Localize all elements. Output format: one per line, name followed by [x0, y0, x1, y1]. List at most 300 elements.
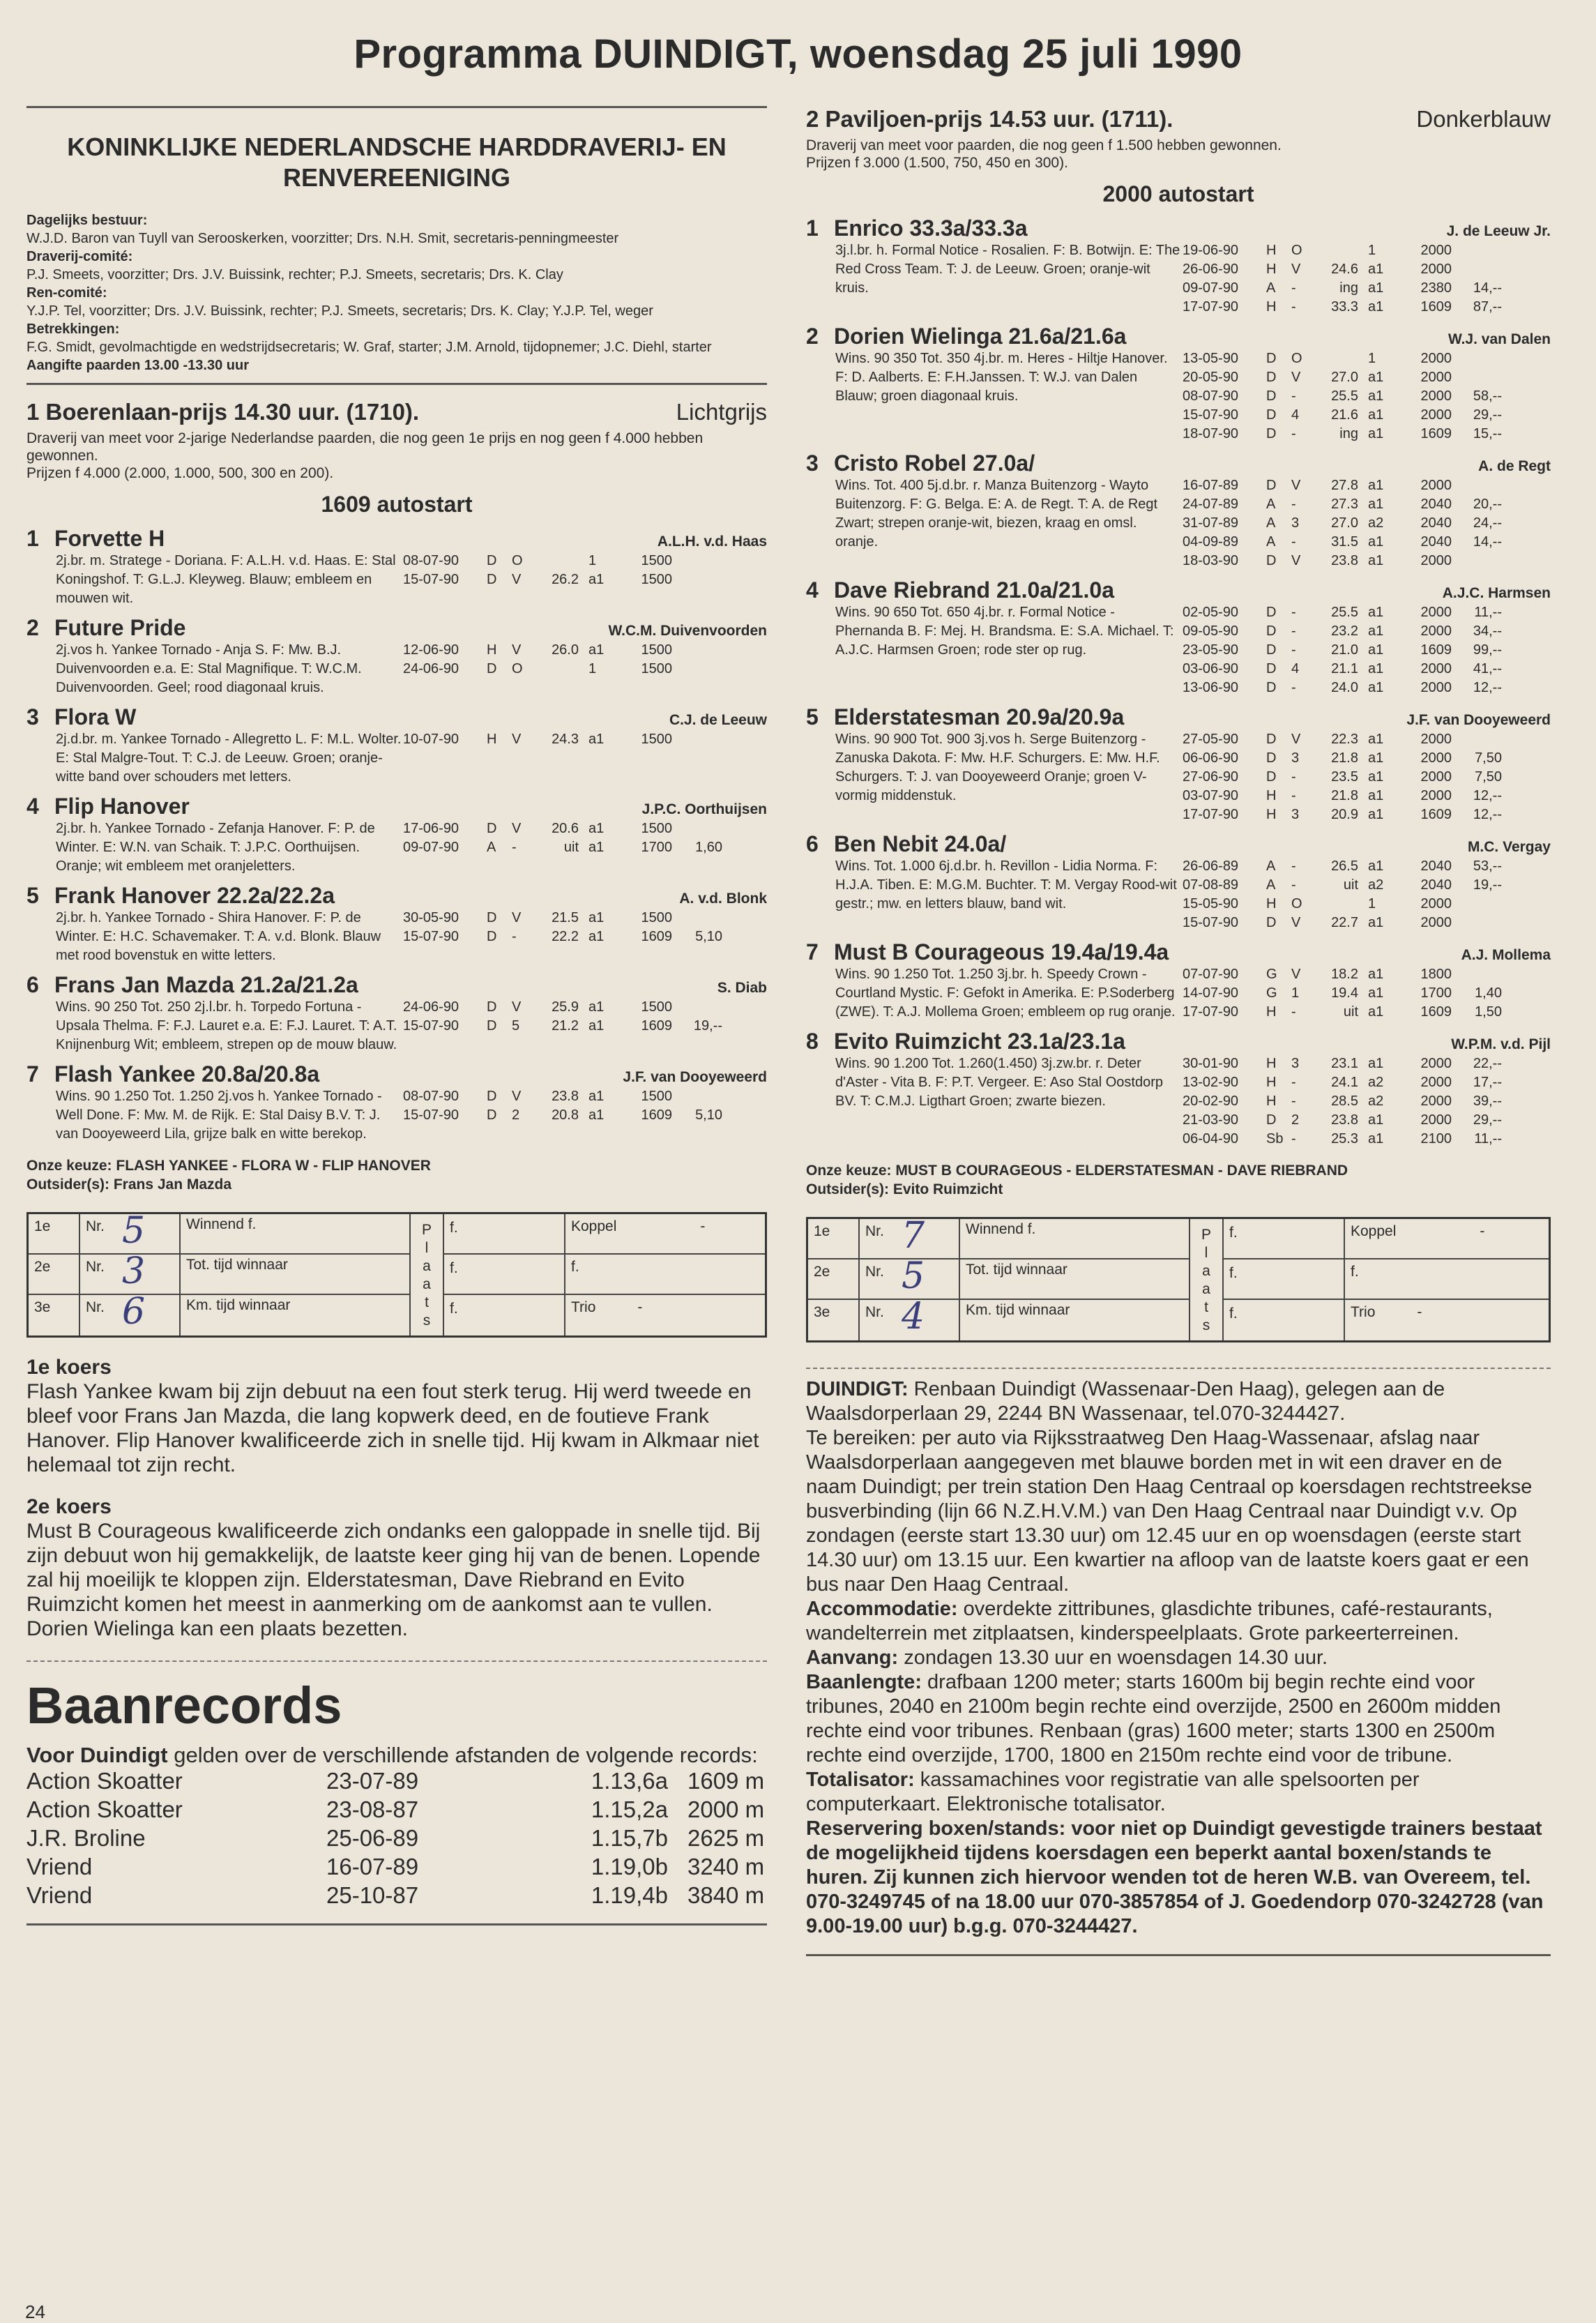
result-date: 24-06-90 [403, 661, 459, 676]
result-start: - [1291, 605, 1296, 620]
result-row [1183, 495, 1551, 514]
result-distance: 1500 [641, 821, 672, 836]
result-class: a1 [1368, 807, 1384, 822]
horse-header [806, 831, 1551, 857]
result-class: a1 [588, 1018, 605, 1034]
result-class: a1 [1368, 280, 1384, 296]
horse-name-text: Elderstatesman 20.9a/20.9a [834, 704, 1125, 729]
info-reservation: Reservering boxen/stands: voor niet op Duindigt gevestigde trainers bestaat de mogelijkheid tijdens koersdagen een beperkt aantal boxen/stands te huren. Zij kunnen zich hiervoor wenden tot de heren W.B. van Overeem, tel. 070-3249745 of na 18.00 uur 070-3857854 of J. Goedendorp 070-3242728 (van 9.00-19.00 uur) b.g.g. 070-3244427. [806, 1817, 1544, 1937]
record-row [26, 1795, 767, 1824]
result-row [403, 570, 767, 589]
result-class: a1 [588, 840, 605, 855]
horse-name [806, 577, 1114, 603]
result-date: 21-03-90 [1183, 1112, 1239, 1128]
result-start: V [512, 910, 522, 925]
horse-driver: J.F. van Dooyeweerd [1406, 712, 1551, 728]
horse-entry [806, 1029, 1551, 1149]
result-class: a1 [1368, 680, 1384, 695]
horse-entry [806, 939, 1551, 1022]
horse-entry [806, 451, 1551, 570]
record-horse: Vriend [26, 1854, 93, 1879]
result-track: A [1266, 858, 1276, 874]
result-date: 09-05-90 [1183, 623, 1239, 639]
result-payout: 11,-- [1474, 1131, 1502, 1147]
result-start: 3 [1291, 807, 1300, 822]
result-payout [672, 660, 722, 679]
result-distance: 2040 [1420, 858, 1452, 874]
result-track: D [487, 1107, 497, 1123]
result-class: a1 [1368, 661, 1384, 676]
result-date: 15-07-90 [403, 1018, 459, 1034]
result-start: - [1291, 680, 1296, 695]
result-class: a1 [1368, 1056, 1384, 1071]
result-row [1183, 533, 1551, 552]
horse-results [1183, 857, 1551, 932]
result-class: a1 [1368, 534, 1384, 550]
plaats-letter: l [425, 1240, 429, 1256]
horse-driver: S. Diab [717, 980, 767, 996]
result-payout: 7,50 [1475, 769, 1502, 785]
horse-description: Wins. 90 350 Tot. 350 4j.br. m. Heres - Hiltje Hanover. F: D. Aalberts. E: F.H.Janssen. T: W.J. van Dalen Blauw; groen diagonaal kruis. [835, 351, 1168, 404]
result-time: 27.0 [1331, 515, 1358, 531]
result-start: - [1291, 623, 1296, 639]
record-horse: J.R. Broline [26, 1825, 146, 1851]
result-track: H [1266, 1094, 1277, 1109]
result-date: 08-07-90 [403, 553, 459, 568]
divider [26, 383, 767, 385]
horse-results [1183, 965, 1551, 1022]
horse-header [806, 324, 1551, 349]
race1-prizes: Prijzen f 4.000 (2.000, 1.000, 500, 300 en 200). [26, 465, 334, 481]
ticket-trio [565, 1295, 765, 1335]
result-payout [1452, 349, 1502, 368]
result-distance: 2000 [1420, 896, 1452, 911]
result-date: 27-06-90 [1183, 769, 1239, 785]
result-payout [672, 641, 722, 660]
horse-body [806, 1054, 1551, 1149]
result-row [1183, 1111, 1551, 1130]
ticket-place-label: 2e [29, 1255, 80, 1295]
horse-number: 3 [806, 451, 819, 476]
horse-number: 5 [26, 883, 39, 908]
result-payout: 15,-- [1473, 426, 1502, 441]
horse-header [26, 794, 767, 819]
result-distance: 2040 [1420, 877, 1452, 893]
horse-header [806, 451, 1551, 476]
record-date: 16-07-89 [326, 1854, 419, 1879]
result-class: 1 [1368, 243, 1376, 258]
ticket-place-label: 2e [808, 1259, 860, 1300]
result-start: O [1291, 351, 1302, 366]
record-distance: 1609 m [687, 1768, 765, 1794]
record-row [26, 1852, 767, 1881]
result-time: 26.2 [552, 572, 579, 587]
horse-number: 7 [806, 939, 819, 964]
result-time: uit [1343, 877, 1358, 893]
horse-body [26, 552, 767, 608]
result-distance: 2040 [1420, 534, 1452, 550]
result-start: 5 [512, 1018, 520, 1034]
horse-number: 4 [26, 794, 39, 819]
result-payout [1452, 895, 1502, 914]
result-payout: 5,10 [695, 1107, 722, 1123]
result-row [403, 730, 767, 749]
race2-keuze-text: Onze keuze: MUST B COURAGEOUS - ELDERSTATESMAN - DAVE RIEBRAND [806, 1163, 1348, 1179]
result-payout: 87,-- [1473, 299, 1502, 315]
horse-description: Wins. 90 1.250 Tot. 1.250 3j.br. h. Speedy Crown - Courtland Mystic. F: Gefokt in Amerika. E: P.Soderberg (ZWE). T: A.J. Mollema Groen; embleem op rug oranje. [835, 967, 1176, 1020]
result-row [403, 928, 767, 946]
horse-entry [806, 215, 1551, 317]
horse-body [26, 819, 767, 876]
result-payout: 11,-- [1474, 605, 1502, 620]
result-class: a2 [1368, 1075, 1384, 1090]
result-payout: 14,-- [1473, 534, 1502, 550]
result-row [1183, 679, 1551, 697]
horse-body [26, 1087, 767, 1144]
ticket-amount: f. [1224, 1219, 1345, 1259]
result-time: 21.2 [552, 1018, 579, 1034]
result-distance: 1609 [1420, 807, 1452, 822]
result-track: D [1266, 661, 1277, 676]
aangifte: Aangifte paarden 13.00 -13.30 uur [26, 358, 250, 373]
result-date: 15-07-90 [1183, 407, 1239, 423]
info-address-label: DUINDIGT: [806, 1378, 909, 1400]
result-date: 17-07-90 [1183, 807, 1239, 822]
result-date: 15-07-90 [403, 1107, 459, 1123]
result-track: D [487, 661, 497, 676]
result-class: 1 [588, 661, 597, 676]
result-start: 1 [1291, 985, 1300, 1001]
horse-header [26, 883, 767, 909]
result-date: 07-08-89 [1183, 877, 1239, 893]
result-start: - [1291, 788, 1296, 803]
result-track: A [1266, 497, 1276, 512]
handwritten-pick: 5 [122, 1210, 146, 1252]
result-row [1183, 406, 1551, 425]
result-row [1183, 660, 1551, 679]
horse-header [26, 526, 767, 552]
ticket-nr-cell [860, 1255, 960, 1300]
horse-description: Wins. Tot. 1.000 6j.d.br. h. Revillon - Lidia Norma. F: H.J.A. Tiben. E: M.G.M. Buchter. T: M. Vergay Rood-wit gestr.; mw. en letters blauw, band wit. [835, 858, 1177, 911]
result-time: 20.6 [552, 821, 579, 836]
result-track: D [1266, 750, 1277, 766]
result-track: D [1266, 680, 1277, 695]
horse-results [1183, 730, 1551, 824]
result-track: D [487, 1089, 497, 1104]
result-payout [672, 1087, 722, 1106]
result-class: 1 [1368, 351, 1376, 366]
result-payout [672, 570, 722, 589]
result-time: 25.9 [552, 999, 579, 1015]
result-start: V [1291, 915, 1301, 930]
race2-header [806, 106, 1551, 133]
result-distance: 1500 [641, 642, 672, 658]
divider [26, 1923, 767, 1925]
horse-driver: A. v.d. Blonk [679, 891, 767, 907]
report-heading: 2e koers [26, 1495, 112, 1518]
result-time: 21.1 [1331, 661, 1358, 676]
divider [26, 1660, 767, 1662]
plaats-letter: P [421, 1222, 432, 1238]
ticket-trio [1345, 1300, 1549, 1340]
result-time: 23.1 [1331, 1056, 1358, 1071]
result-class: a1 [1368, 370, 1384, 385]
ticket-nr-label: Nr. [865, 1264, 884, 1280]
horse-driver: W.C.M. Duivenvoorden [608, 623, 767, 639]
result-class: a1 [588, 929, 605, 944]
result-start: O [1291, 896, 1302, 911]
result-date: 30-05-90 [403, 910, 459, 925]
ticket-info-cell: Tot. tijd winnaar [960, 1259, 1190, 1300]
result-time: uit [1343, 1004, 1358, 1020]
result-time: 21.0 [1331, 642, 1358, 658]
ticket-nr-cell [80, 1291, 181, 1335]
org-section [26, 320, 767, 356]
record-distance: 3840 m [687, 1882, 765, 1908]
result-class: a1 [1368, 967, 1384, 982]
horse-driver: J. de Leeuw Jr. [1446, 223, 1551, 239]
horse-number: 8 [806, 1029, 819, 1054]
result-row [403, 819, 767, 838]
result-class: a1 [1368, 1004, 1384, 1020]
horse-entry [26, 526, 767, 608]
result-distance: 2000 [1420, 769, 1452, 785]
result-payout [1452, 730, 1502, 749]
result-class: a2 [1368, 877, 1384, 893]
result-track: D [1266, 407, 1277, 423]
horse-driver: J.F. van Dooyeweerd [623, 1069, 767, 1085]
ticket-info-cell: Tot. tijd winnaar [181, 1255, 411, 1295]
result-date: 30-01-90 [1183, 1056, 1239, 1071]
result-start: O [512, 661, 523, 676]
result-track: H [1266, 299, 1277, 315]
result-distance: 1500 [641, 732, 672, 747]
org-section-text: W.J.D. Baron van Tuyll van Serooskerken, voorzitter; Drs. N.H. Smit, secretaris-penningmeester [26, 231, 619, 246]
result-distance: 2000 [1420, 351, 1452, 366]
ticket-place-label: 3e [29, 1295, 80, 1335]
plaats-letter: t [425, 1294, 429, 1310]
result-payout: 19,-- [1473, 877, 1502, 893]
result-track: Sb [1266, 1131, 1284, 1147]
result-time: 21.8 [1331, 750, 1358, 766]
result-start: - [1291, 877, 1296, 893]
horse-body [26, 909, 767, 965]
result-payout [1452, 476, 1502, 495]
result-start: - [1291, 534, 1296, 550]
result-distance: 2000 [1420, 478, 1452, 493]
result-payout [1452, 241, 1502, 260]
result-track: A [1266, 534, 1276, 550]
result-date: 26-06-90 [1183, 262, 1239, 277]
org-section [26, 211, 767, 248]
plaats-letter: a [1202, 1263, 1210, 1279]
result-class: a1 [1368, 262, 1384, 277]
info-accommodation-label: Accommodatie: [806, 1598, 958, 1620]
result-track: H [1266, 896, 1277, 911]
race2-prizes: Prijzen f 3.000 (1.500, 750, 450 en 300). [806, 155, 1068, 171]
records-title: Baanrecords [26, 1677, 342, 1734]
result-row [1183, 876, 1551, 895]
ticket-plaats [411, 1214, 444, 1335]
result-row [1183, 768, 1551, 787]
result-time: 25.3 [1331, 1131, 1358, 1147]
plaats-letter: s [423, 1312, 431, 1329]
result-class: a1 [588, 1107, 605, 1123]
horse-name-text: Dave Riebrand 21.0a/21.0a [834, 577, 1115, 603]
ticket-info-cell: Winnend f. [960, 1219, 1190, 1259]
ticket-nr-cell [80, 1210, 181, 1255]
result-payout: 39,-- [1473, 1094, 1502, 1109]
result-track: H [1266, 1056, 1277, 1071]
result-payout: 1,50 [1475, 1004, 1502, 1020]
result-class: a1 [1368, 642, 1384, 658]
result-start: V [512, 732, 522, 747]
result-date: 20-02-90 [1183, 1094, 1239, 1109]
result-date: 15-07-90 [1183, 915, 1239, 930]
result-time: 20.8 [552, 1107, 579, 1123]
horse-number: 3 [26, 704, 39, 729]
info-track-text: drafbaan 1200 meter; starts 1600m bij begin rechte eind voor tribunes, 2040 en 2100m begin rechte eind overzijde, 2500 en 2600m midden rechte eind voor tribunes. Renbaan (gras) 1600 meter; starts 1300 en 2500m rechte eind overzijde, 1700, 1800 en 2150m rechte eind voor de tribune. [806, 1671, 1501, 1766]
result-time: 24.1 [1331, 1075, 1358, 1090]
result-date: 07-07-90 [1183, 967, 1239, 982]
horse-results [403, 552, 767, 608]
ticket-amount: f. [1224, 1259, 1345, 1300]
result-time [1315, 349, 1358, 368]
result-time: 24.0 [1331, 680, 1358, 695]
ticket-koppel [1345, 1219, 1549, 1259]
result-distance: 1609 [1420, 426, 1452, 441]
result-row [1183, 368, 1551, 387]
horse-header [806, 215, 1551, 241]
result-row [403, 1106, 767, 1125]
horse-entry [806, 324, 1551, 444]
result-track: D [1266, 769, 1277, 785]
trio-dash: - [1417, 1304, 1422, 1320]
race1-horse-list [26, 526, 767, 1144]
horse-driver: A. de Regt [1478, 458, 1551, 474]
race2-outsider: Outsider(s): Evito Ruimzicht [806, 1181, 1003, 1197]
left-column [26, 106, 767, 1925]
result-row [1183, 1054, 1551, 1073]
result-class: 1 [588, 553, 597, 568]
report-heading: 1e koers [26, 1356, 112, 1379]
record-row [26, 1824, 767, 1852]
report-text: Must B Courageous kwalificeerde zich ondanks een galoppade in snelle tijd. Bij zijn debuut won hij gemakkelijk, de laatste keer ging hij van de benen. Lopende zal hij moeilijk te kloppen zijn. Elderstatesman, Dave Riebrand en Evito Ruimzicht komen het meest in aanmerking om de aankomst aan te vullen. Dorien Wielinga kan een plaats bezetten. [26, 1520, 761, 1640]
race2-title: 2 Paviljoen-prijs 14.53 uur. (1711). [806, 106, 1173, 132]
koppel-label: Koppel [571, 1218, 617, 1234]
result-start: 4 [1291, 407, 1300, 423]
horse-body [806, 603, 1551, 697]
ticket-koppel [565, 1214, 765, 1255]
result-track: H [1266, 1075, 1277, 1090]
result-date: 13-06-90 [1183, 680, 1239, 695]
result-time: 27.8 [1331, 478, 1358, 493]
result-row [403, 1017, 767, 1036]
result-distance: 2040 [1420, 497, 1452, 512]
result-start: V [1291, 967, 1301, 982]
result-start: - [1291, 1131, 1296, 1147]
horse-name-text: Cristo Robel 27.0a/ [834, 451, 1035, 476]
result-payout: 19,-- [693, 1018, 722, 1034]
result-date: 08-07-90 [1183, 388, 1239, 404]
org-title: KONINKLIJKE NEDERLANDSCHE HARDDRAVERIJ- EN RENVEREENIGING [67, 133, 727, 192]
ticket-koppel-amount: f. [565, 1255, 765, 1295]
result-payout: 12,-- [1473, 680, 1502, 695]
ticket-nr-cell [80, 1250, 181, 1295]
result-track: H [1266, 807, 1277, 822]
result-track: A [1266, 877, 1276, 893]
race1-outsider: Outsider(s): Frans Jan Mazda [26, 1176, 232, 1193]
result-start: - [1291, 280, 1296, 296]
horse-name [806, 215, 1028, 241]
org-section-heading: Dagelijks bestuur: [26, 213, 148, 228]
trio-dash: - [637, 1299, 643, 1315]
ticket-nr-label: Nr. [86, 1218, 105, 1234]
horse-results [403, 998, 767, 1054]
horse-name-text: Future Pride [54, 615, 186, 640]
result-class: a1 [1368, 1131, 1384, 1147]
horse-results [1183, 1054, 1551, 1149]
result-time: 18.2 [1331, 967, 1358, 982]
result-start: - [512, 840, 517, 855]
result-row [403, 552, 767, 570]
ticket-plaats [1190, 1219, 1224, 1340]
result-row [1183, 349, 1551, 368]
result-payout [672, 909, 722, 928]
ticket-nr-label: Nr. [865, 1223, 884, 1239]
horse-description: Wins. 90 650 Tot. 650 4j.br. r. Formal Notice - Phernanda B. F: Mej. H. Brandsma. E: S.A. Michael. T: A.J.C. Harmsen Groen; rode ster op rug. [835, 605, 1174, 658]
horse-header [806, 577, 1551, 603]
result-time: 31.5 [1331, 534, 1358, 550]
result-track: D [487, 1018, 497, 1034]
result-distance: 1609 [1420, 299, 1452, 315]
result-class: a1 [1368, 605, 1384, 620]
result-track: G [1266, 967, 1277, 982]
horse-description: 2j.vos h. Yankee Tornado - Anja S. F: Mw. B.J. Duivenvoorden e.a. E: Stal Magnifique. T: W.C.M. Duivenvoorden. Geel; rood diagonaal kruis. [56, 642, 362, 695]
horse-number: 6 [806, 831, 819, 856]
result-track: D [487, 553, 497, 568]
handwritten-pick: 7 [902, 1215, 925, 1257]
record-horse: Action Skoatter [26, 1768, 183, 1794]
horse-driver: C.J. de Leeuw [669, 712, 767, 728]
race1-keuze [26, 1156, 767, 1194]
record-horse: Action Skoatter [26, 1796, 183, 1822]
result-date: 14-07-90 [1183, 985, 1239, 1001]
result-payout [672, 998, 722, 1017]
result-row [1183, 514, 1551, 533]
result-row [403, 909, 767, 928]
horse-entry [806, 831, 1551, 932]
ticket-nr-label: Nr. [865, 1304, 884, 1320]
record-time: 1.19,4b [591, 1882, 668, 1908]
result-row [1183, 730, 1551, 749]
result-distance: 2000 [1420, 750, 1452, 766]
result-distance: 2000 [1420, 262, 1452, 277]
horse-description: 3j.l.br. h. Formal Notice - Rosalien. F: B. Botwijn. E: The Red Cross Team. T: J. de Leeuw. Groen; oranje-wit kruis. [835, 243, 1180, 296]
result-time: 23.2 [1331, 623, 1358, 639]
record-row [26, 1881, 767, 1909]
result-distance: 2000 [1420, 680, 1452, 695]
result-date: 04-09-89 [1183, 534, 1239, 550]
horse-name-text: Frank Hanover 22.2a/22.2a [54, 883, 335, 908]
horse-name-text: Must B Courageous 19.4a/19.4a [834, 939, 1169, 964]
horse-entry [806, 704, 1551, 824]
result-date: 31-07-89 [1183, 515, 1239, 531]
result-payout [672, 819, 722, 838]
result-distance: 2000 [1420, 388, 1452, 404]
horse-driver: W.P.M. v.d. Pijl [1451, 1036, 1551, 1052]
result-track: A [1266, 280, 1276, 296]
